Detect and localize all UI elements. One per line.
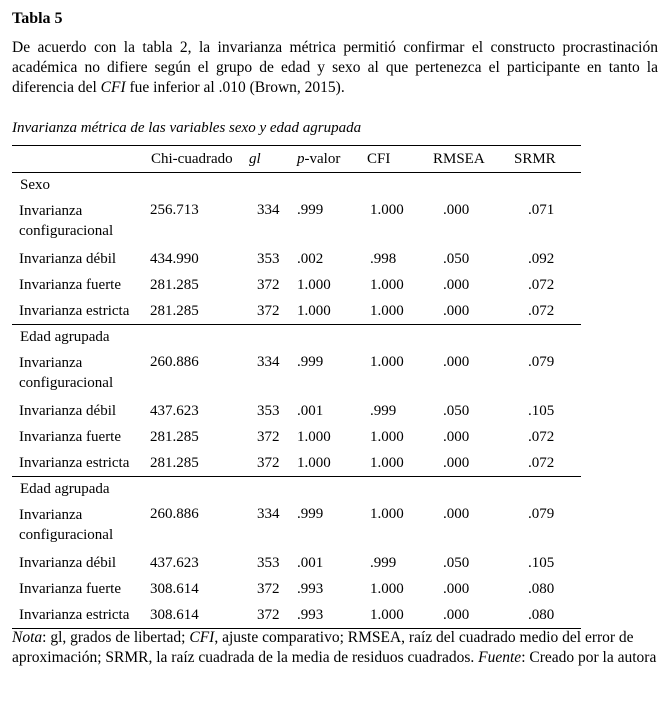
cell-cfi: 1.000 [370,428,404,445]
cell-label: Invarianza estricta [12,602,146,629]
table-number: Tabla 5 [12,10,63,27]
cell-gl: 334 [257,506,280,522]
header-p-letter: p [297,150,305,167]
table-row [12,272,581,298]
cell-cfi: .998 [370,250,397,267]
table-row [12,197,581,246]
cell-p: .002 [297,250,324,267]
cell-srmr: .092 [528,250,555,267]
cell-chi: 281.285 [150,428,199,445]
cell-gl: 372 [257,276,280,293]
cell-rmsea: .000 [443,506,470,522]
cell-cfi: 1.000 [370,302,404,319]
intro-cfi: CFI [100,79,126,96]
note-cfi: CFI [189,629,215,646]
cell-rmsea: .000 [443,354,470,370]
cell-chi: 437.623 [150,554,199,571]
cell-gl: 334 [257,202,280,218]
cell-cfi: 1.000 [370,354,404,370]
table-row [12,298,581,325]
group-row [12,477,581,502]
cell-gl: 372 [257,428,280,445]
cell-srmr: .080 [528,580,555,597]
intro-tail: fue inferior al .010 (Brown, 2015). [125,79,345,96]
cell-cfi: 1.000 [370,202,404,218]
cell-p: .001 [297,402,324,419]
cell-rmsea: .000 [443,428,470,445]
cell-rmsea: .000 [443,580,470,597]
header-cfi: CFI [367,150,391,167]
invariance-table [12,145,581,629]
cell-chi: 256.713 [150,202,199,218]
cell-rmsea: .000 [443,302,470,319]
cell-srmr: .072 [528,276,555,293]
cell-chi: 260.886 [150,506,199,522]
table-row [12,576,581,602]
cell-rmsea: .050 [443,402,470,419]
cell-chi: 437.623 [150,402,199,419]
cell-chi: 281.285 [150,302,199,319]
header-empty [12,146,146,173]
cell-label: Invarianza configuracional [19,203,114,239]
cell-srmr: .071 [528,202,555,218]
table-caption: Invarianza métrica de las variables sexo y edad agrupada [12,120,362,136]
cell-cfi: 1.000 [370,276,404,293]
header-rmsea: RMSEA [433,150,485,167]
cell-p: .999 [297,506,324,522]
table-row [12,398,581,424]
cell-srmr: .072 [528,428,555,445]
cell-chi: 308.614 [146,602,249,629]
group-label: Edad agrupada [12,325,581,350]
cell-rmsea: .000 [443,276,470,293]
cell-chi: 281.285 [150,454,199,471]
cell-gl: 334 [257,354,280,370]
cell-p: 1.000 [297,302,331,319]
cell-chi: 281.285 [150,276,199,293]
cell-rmsea: .050 [443,554,470,571]
note-fuente: Fuente [478,649,522,666]
cell-cfi: 1.000 [370,454,404,471]
cell-cfi: .999 [370,402,397,419]
table-row [12,450,581,477]
table-row [12,550,581,576]
note-label: Nota [12,629,43,646]
cell-gl: 353 [257,554,280,571]
cell-srmr: .072 [528,454,555,471]
group-row [12,173,581,198]
cell-cfi: .999 [370,554,397,571]
cell-srmr: .105 [528,402,555,419]
cell-label: Invarianza estricta [19,302,130,319]
table-row [12,501,581,550]
group-row [12,325,581,350]
cell-p: .999 [297,202,324,218]
cell-label: Invarianza fuerte [19,276,122,293]
header-gl-text: gl [249,150,261,167]
cell-srmr: .072 [528,302,555,319]
table-row [12,349,581,398]
cell-srmr: .079 [528,354,555,370]
table-row [12,602,581,629]
cell-gl: 372 [249,602,297,629]
cell-p: 1.000 [297,276,331,293]
cell-label: Invarianza configuracional [19,507,114,543]
cell-chi: 308.614 [150,580,199,597]
cell-p: 1.000 [297,454,331,471]
cell-cfi: 1.000 [367,602,433,629]
cell-label: Invarianza débil [19,554,117,571]
cell-label: Invarianza fuerte [19,428,122,445]
header-row [12,146,581,173]
table-row [12,246,581,272]
cell-rmsea: .000 [433,602,514,629]
cell-p: .999 [297,354,324,370]
intro-text: De acuerdo con la tabla 2, la invarianza métrica permitió confirmar el constructo procrastinación académica no difiere según el grupo de edad y sexo al que pertenezca el participante en tanto la diferencia del [12,39,658,96]
group-label: Sexo [20,176,50,193]
table-row [12,424,581,450]
cell-srmr: .079 [528,506,555,522]
cell-p: .993 [297,580,324,597]
cell-rmsea: .000 [443,454,470,471]
table-body [12,173,581,629]
cell-gl: 372 [257,302,280,319]
cell-gl: 353 [257,402,280,419]
cell-label: Invarianza fuerte [19,580,122,597]
cell-chi: 434.990 [150,250,199,267]
header-srmr: SRMR [514,150,556,167]
note-part2: , ajuste comparativo; RMSEA, raíz del cuadrado medio del error de aproximación; SRMR, la raíz cuadrada de la media de residuos cuadrados. [12,629,634,666]
group-label: Edad agrupada [12,477,581,502]
cell-label: Invarianza débil [19,250,117,267]
cell-p: .993 [297,602,367,629]
cell-gl: 353 [257,250,280,267]
intro-paragraph [12,38,658,98]
cell-srmr: .080 [514,602,581,629]
header-pvalor [297,146,367,173]
cell-chi: 260.886 [150,354,199,370]
table-note [12,628,660,668]
cell-p: .001 [297,554,324,571]
header-p-suffix: -valor [304,150,341,167]
note-part3: : Creado por la autora [521,649,657,666]
cell-p: 1.000 [297,428,331,445]
cell-cfi: 1.000 [370,580,404,597]
cell-srmr: .105 [528,554,555,571]
cell-gl: 372 [257,454,280,471]
header-gl [249,146,297,173]
cell-label: Invarianza débil [19,402,117,419]
cell-label: Invarianza configuracional [19,355,114,391]
cell-rmsea: .000 [443,202,470,218]
header-chi: Chi-cuadrado [151,150,233,167]
note-part1: : gl, grados de libertad; [42,629,190,646]
cell-label: Invarianza estricta [19,454,130,471]
cell-gl: 372 [257,580,280,597]
cell-rmsea: .050 [443,250,470,267]
cell-cfi: 1.000 [370,506,404,522]
